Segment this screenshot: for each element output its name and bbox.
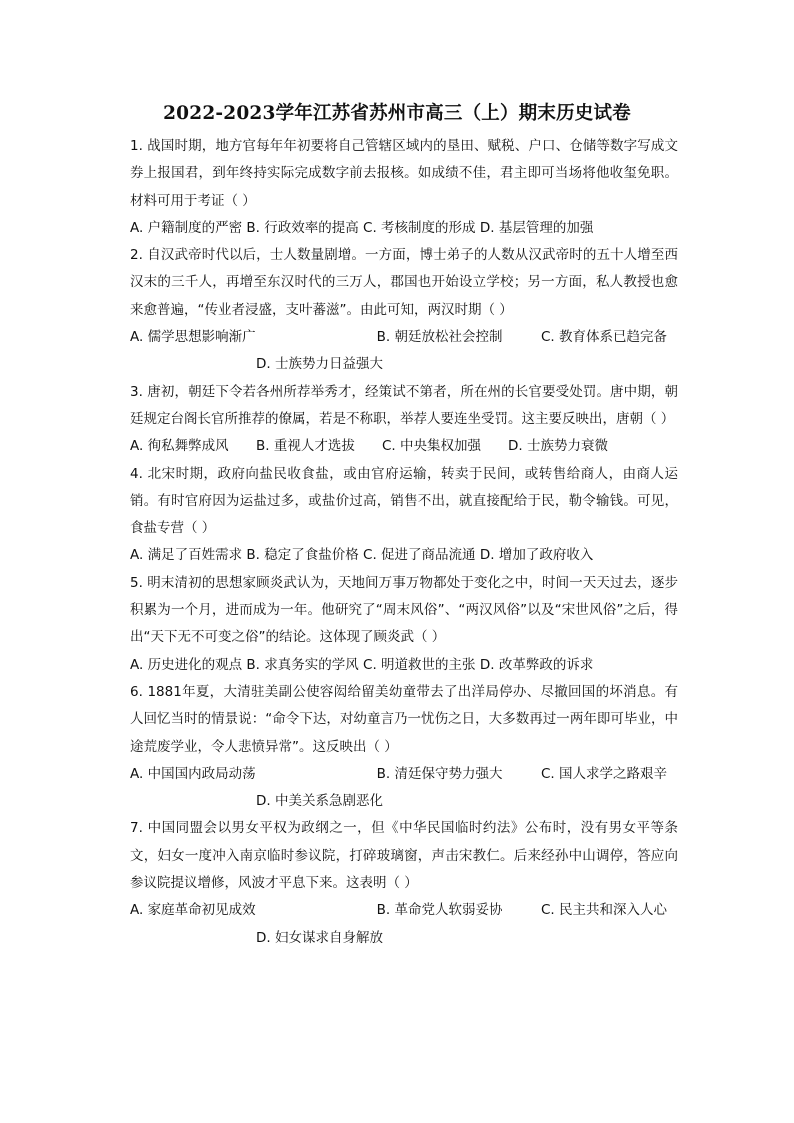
question-5 bbox=[130, 570, 678, 679]
question-7-option-d[interactable]: D. 妇女谋求自身解放 bbox=[256, 929, 383, 946]
question-1-option-d[interactable]: D. 基层管理的加强 bbox=[479, 219, 594, 236]
question-3-options bbox=[130, 433, 678, 460]
question-7 bbox=[130, 815, 678, 951]
question-6-option-c[interactable]: C. 国人求学之路艰辛 bbox=[541, 765, 668, 782]
exam-title: 2022-2023学年江苏省苏州市高三（上）期末历史试卷 bbox=[163, 103, 631, 124]
question-1 bbox=[130, 133, 678, 242]
question-5-option-d[interactable]: D. 改革弊政的诉求 bbox=[479, 656, 594, 673]
question-6-option-d[interactable]: D. 中美关系急剧恶化 bbox=[256, 793, 383, 810]
question-6 bbox=[130, 679, 678, 815]
question-7-option-b[interactable]: B. 革命党人软弱妥协 bbox=[376, 902, 503, 919]
question-2-stem: 2. 自汉武帝时代以后，士人数量剧增。一方面，博士弟子的人数从汉武帝时的五十人增至西汉末的三千人，再增至东汉时代的三万人，郡国也开始设立学校；另一方面，私人教授也愈来愈普遍，“传业者浸盛，支叶蕃滋”。由此可知，两汉时期（ ） bbox=[130, 247, 678, 318]
question-5-options bbox=[130, 652, 678, 679]
question-2-option-b[interactable]: B. 朝廷放松社会控制 bbox=[376, 329, 503, 346]
question-3-stem: 3. 唐初，朝廷下令若各州所荐举秀才，经策试不第者，所在州的长官要受处罚。唐中期，朝廷规定台阁长官所推荐的僚属，若是不称职，举荐人要连坐受罚。这主要反映出，唐朝（ ） bbox=[130, 383, 678, 427]
question-2-option-d[interactable]: D. 士族势力日益强大 bbox=[256, 356, 383, 373]
question-1-option-a[interactable]: A. 户籍制度的严密 bbox=[130, 219, 243, 236]
question-7-options bbox=[130, 897, 678, 924]
question-2 bbox=[130, 242, 678, 378]
question-6-stem: 6. 1881年夏，大清驻美副公使容闳给留美幼童带去了出洋局停办、尽撤回国的坏消息。有人回忆当时的情景说：“命令下达，对幼童言乃一忧伤之日，大多数再过一两年即可毕业，中途荒废学业，令人悲愤异常”。这反映出（ ） bbox=[130, 683, 678, 755]
question-1-stem: 1. 战国时期，地方官每年年初要将自己管辖区域内的垦田、赋税、户口、仓储等数字写成文券上报国君，到年终持实际完成数字前去报核。如成绩不佳，君主即可当场将他收玺免职。材料可用于考证（ ） bbox=[130, 138, 678, 209]
question-5-stem: 5. 明末清初的思想家顾炎武认为，天地间万事万物都处于变化之中，时间一天天过去，逐步积累为一个月，进而成为一年。他研究了“周末风俗”、“两汉风俗”以及“宋世风俗”之后，得出“天下无不可变之俗”的结论。这体现了顾炎武（ ） bbox=[130, 574, 678, 646]
question-4-option-d[interactable]: D. 增加了政府收入 bbox=[479, 547, 594, 564]
question-7-option-a[interactable]: A. 家庭革命初见成效 bbox=[130, 902, 256, 919]
question-2-option-c[interactable]: C. 教育体系已趋完备 bbox=[541, 329, 668, 346]
question-4-stem: 4. 北宋时期，政府向盐民收食盐，或由官府运输，转卖于民间，或转售给商人，由商人运销。有时官府因为运盐过多，或盐价过高，销售不出，就直接配给于民，勒令输钱。可见，食盐专营（ ） bbox=[130, 465, 678, 537]
question-7-option-c[interactable]: C. 民主共和深入人心 bbox=[541, 902, 668, 919]
question-4-option-a[interactable]: A. 满足了百姓需求 bbox=[130, 547, 243, 564]
question-3 bbox=[130, 379, 678, 461]
question-3-option-a[interactable]: A. 徇私舞弊成风 bbox=[130, 438, 229, 455]
question-1-option-b[interactable]: B. 行政效率的提高 bbox=[246, 219, 359, 236]
question-6-option-a[interactable]: A. 中国国内政局动荡 bbox=[130, 765, 256, 782]
question-list bbox=[130, 133, 678, 952]
question-3-option-d[interactable]: D. 士族势力衰微 bbox=[508, 438, 608, 455]
question-4-options bbox=[130, 542, 678, 569]
question-7-stem: 7. 中国同盟会以男女平权为政纲之一，但《中华民国临时约法》公布时，没有男女平等条文，妇女一度冲入南京临时参议院，打碎玻璃窗，声击宋教仁。后来经孙中山调停，答应向参议院提议增修，风波才平息下来。这表明（ ） bbox=[130, 820, 678, 892]
question-2-option-a[interactable]: A. 儒学思想影响渐广 bbox=[130, 329, 256, 346]
question-4-option-c[interactable]: C. 促进了商品流通 bbox=[363, 547, 476, 564]
question-3-option-c[interactable]: C. 中央集权加强 bbox=[382, 438, 482, 455]
question-4-option-b[interactable]: B. 稳定了食盐价格 bbox=[246, 547, 359, 564]
question-5-option-c[interactable]: C. 明道救世的主张 bbox=[363, 656, 476, 673]
question-4 bbox=[130, 461, 678, 570]
question-6-options bbox=[130, 761, 678, 788]
question-6-option-b[interactable]: B. 清廷保守势力强大 bbox=[376, 765, 503, 782]
question-1-options bbox=[130, 215, 678, 242]
question-2-options bbox=[130, 324, 678, 351]
question-1-option-c[interactable]: C. 考核制度的形成 bbox=[363, 219, 476, 236]
question-5-option-b[interactable]: B. 求真务实的学风 bbox=[246, 656, 359, 673]
question-3-option-b[interactable]: B. 重视人才选拔 bbox=[256, 438, 355, 455]
question-5-option-a[interactable]: A. 历史进化的观点 bbox=[130, 656, 243, 673]
